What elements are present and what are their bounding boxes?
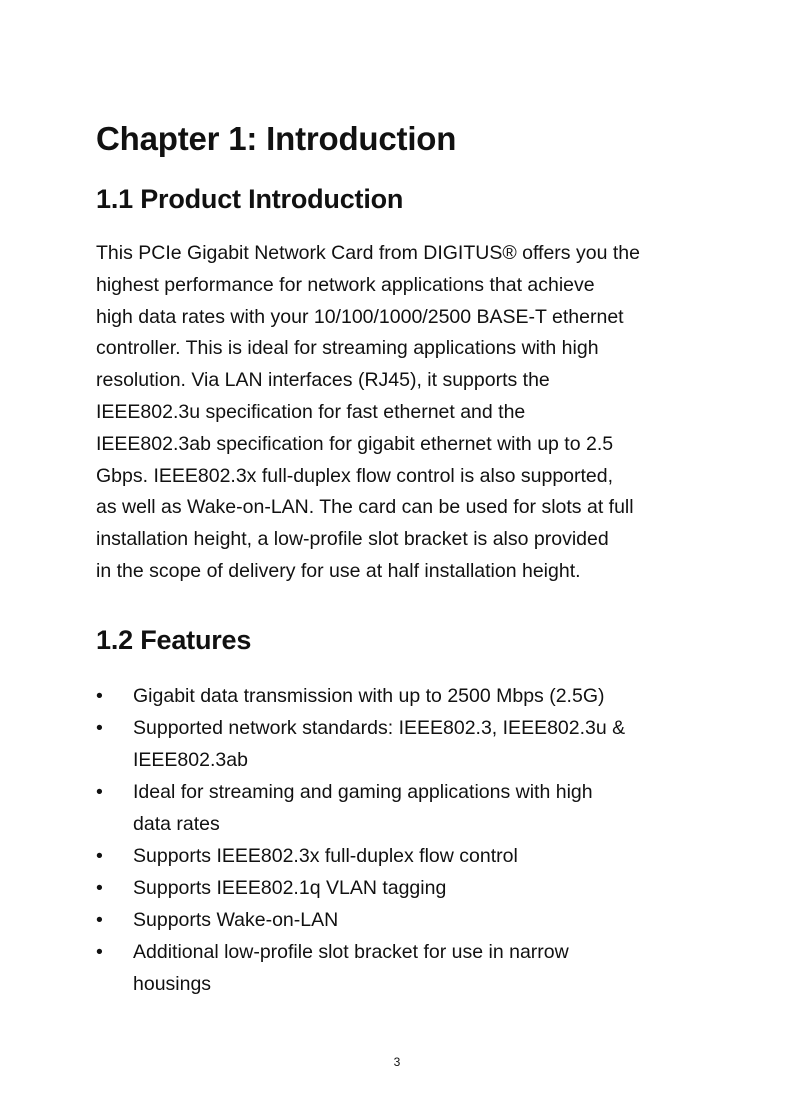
paragraph-line: controller. This is ideal for streaming applications with high bbox=[96, 337, 599, 360]
feature-text: Ideal for streaming and gaming applications with high bbox=[133, 781, 593, 803]
feature-item bbox=[96, 680, 706, 712]
page-number: 3 bbox=[393, 1055, 401, 1069]
paragraph-line: in the scope of delivery for use at half installation height. bbox=[96, 559, 581, 582]
bullet-icon: • bbox=[96, 781, 103, 803]
feature-text: Supports IEEE802.3x full-duplex flow control bbox=[133, 845, 518, 867]
feature-text: Additional low-profile slot bracket for use in narrow bbox=[133, 941, 569, 963]
bullet-icon: • bbox=[96, 685, 103, 707]
bullet-icon: • bbox=[96, 717, 103, 739]
section-title-product-introduction: 1.1 Product Introduction bbox=[96, 184, 404, 214]
paragraph-line: high data rates with your 10/100/1000/2500 BASE-T ethernet bbox=[96, 305, 624, 328]
paragraph-line: IEEE802.3u specification for fast ethernet and the bbox=[96, 400, 526, 423]
product-introduction-paragraph bbox=[96, 238, 706, 588]
paragraph-line: installation height, a low-profile slot bracket is also provided bbox=[96, 528, 609, 551]
paragraph-line: Gbps. IEEE802.3x full-duplex flow control is also supported, bbox=[96, 464, 614, 487]
feature-item bbox=[96, 776, 706, 840]
feature-text: IEEE802.3ab bbox=[133, 749, 248, 771]
feature-item bbox=[96, 872, 706, 904]
feature-text: data rates bbox=[133, 813, 220, 835]
feature-item bbox=[96, 936, 706, 1000]
feature-text: housings bbox=[133, 973, 212, 995]
feature-item bbox=[96, 712, 706, 776]
bullet-icon: • bbox=[96, 909, 103, 931]
paragraph-line: as well as Wake-on-LAN. The card can be used for slots at full bbox=[96, 496, 634, 519]
paragraph-line: IEEE802.3ab specification for gigabit ethernet with up to 2.5 bbox=[96, 432, 614, 455]
feature-text: Gigabit data transmission with up to 2500 Mbps (2.5G) bbox=[133, 685, 605, 707]
chapter-title: Chapter 1: Introduction bbox=[96, 120, 457, 157]
bullet-icon: • bbox=[96, 941, 103, 963]
section-title-features: 1.2 Features bbox=[96, 625, 252, 655]
bullet-icon: • bbox=[96, 877, 103, 899]
feature-text: Supports Wake-on-LAN bbox=[133, 909, 339, 931]
paragraph-line: highest performance for network applications that achieve bbox=[96, 273, 595, 296]
feature-text: Supported network standards: IEEE802.3, IEEE802.3u & bbox=[133, 717, 626, 739]
feature-text: Supports IEEE802.1q VLAN tagging bbox=[133, 877, 447, 899]
features-list bbox=[96, 680, 706, 1000]
feature-item bbox=[96, 904, 706, 936]
bullet-icon: • bbox=[96, 845, 103, 867]
paragraph-line: resolution. Via LAN interfaces (RJ45), it supports the bbox=[96, 369, 550, 392]
feature-item bbox=[96, 840, 706, 872]
paragraph-line: This PCIe Gigabit Network Card from DIGITUS® offers you the bbox=[96, 242, 640, 264]
